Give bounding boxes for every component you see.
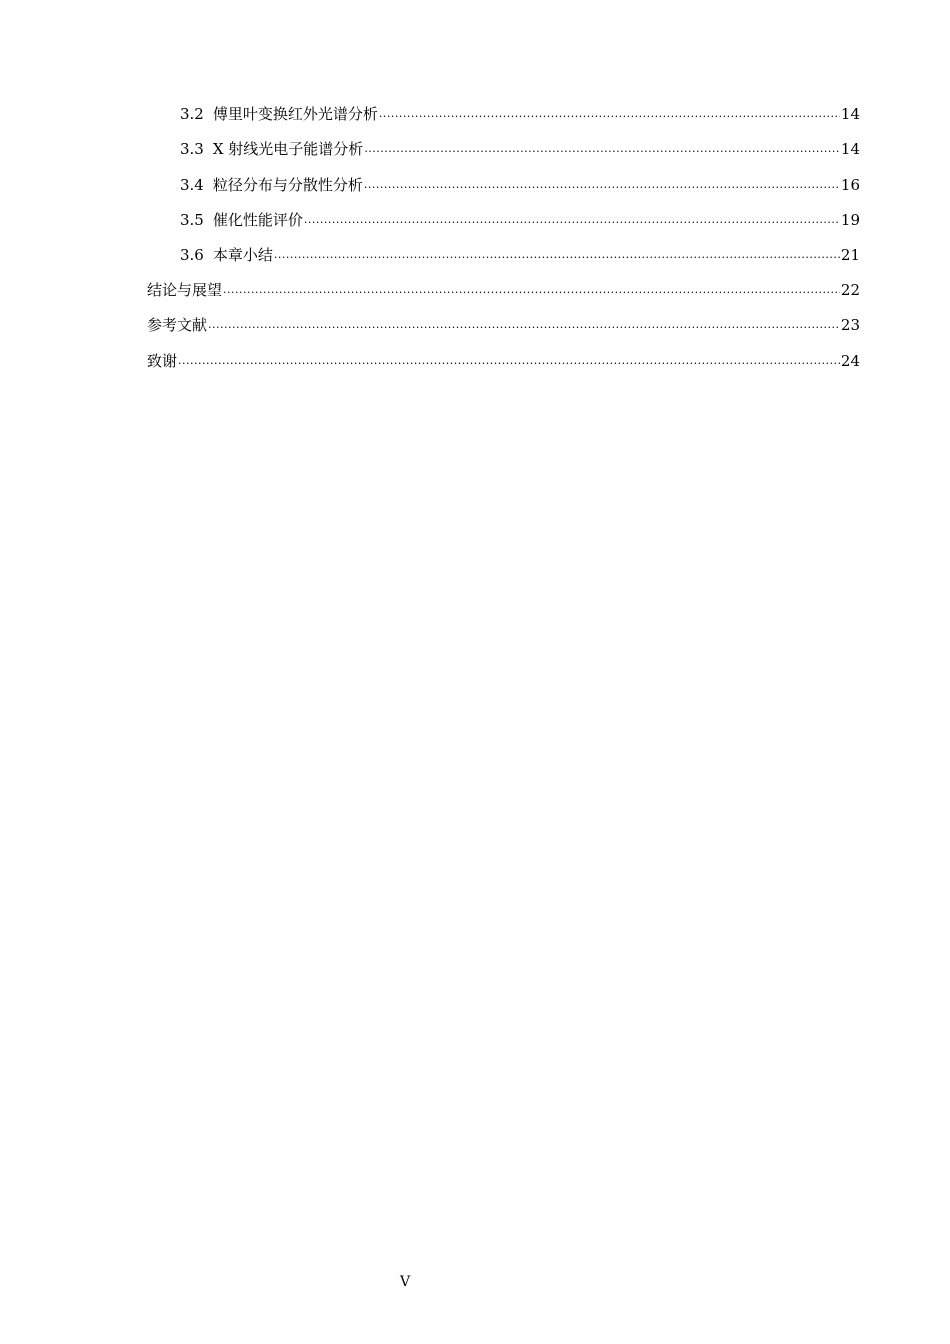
toc-dot-leader [178, 354, 840, 368]
toc-entry-title: 参考文献 [147, 316, 208, 335]
toc-dot-leader [208, 318, 840, 332]
toc-entry-page: 19 [840, 210, 860, 229]
toc-entry-3-3[interactable] [147, 123, 860, 158]
toc-entry-3-4[interactable] [147, 158, 860, 193]
toc-entry-title: 粒径分布与分散性分析 [212, 175, 363, 194]
toc-entry-page: 21 [840, 245, 860, 264]
toc-entry-3-2[interactable] [147, 88, 860, 123]
toc-entry-title: 本章小结 [212, 245, 273, 264]
toc-entry-number: 3.5 [180, 210, 204, 229]
toc-entry-references[interactable] [147, 299, 860, 334]
toc-dot-leader [364, 142, 840, 156]
toc-dot-leader [364, 178, 840, 192]
toc-entry-title: 傅里叶变换红外光谱分析 [212, 105, 378, 124]
toc-entry-title: 结论与展望 [147, 281, 223, 300]
page-number-footer: V [399, 1274, 411, 1290]
toc-dot-leader [274, 248, 840, 262]
toc-entry-number: 3.3 [180, 140, 204, 159]
toc-entry-conclusion[interactable] [147, 264, 860, 299]
toc-entry-title: X 射线光电子能谱分析 [212, 140, 364, 159]
toc-entry-title: 致谢 [147, 351, 178, 370]
table-of-contents [147, 88, 860, 370]
toc-entry-page: 14 [840, 140, 860, 159]
toc-entry-3-6[interactable] [147, 229, 860, 264]
toc-entry-page: 14 [840, 105, 860, 124]
toc-entry-page: 16 [840, 175, 860, 194]
toc-entry-acknowledgements[interactable] [147, 334, 860, 369]
toc-dot-leader [223, 283, 840, 297]
toc-entry-number: 3.6 [180, 245, 204, 264]
toc-entry-3-5[interactable] [147, 194, 860, 229]
toc-dot-leader [304, 213, 840, 227]
toc-entry-page: 22 [840, 281, 860, 300]
toc-entry-page: 24 [840, 351, 860, 370]
toc-entry-number: 3.4 [180, 175, 204, 194]
toc-dot-leader [379, 107, 840, 121]
toc-entry-page: 23 [840, 316, 860, 335]
toc-entry-number: 3.2 [180, 105, 204, 124]
toc-entry-title: 催化性能评价 [212, 210, 303, 229]
